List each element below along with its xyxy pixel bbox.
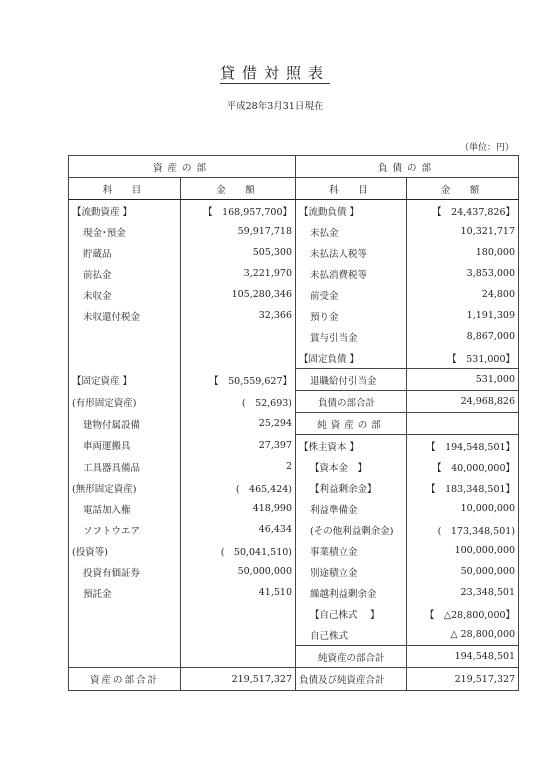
liability-amount: 100,000,000 (407, 540, 519, 561)
asset-amount: 41,510 (181, 582, 296, 603)
table-row (69, 435, 519, 457)
assets-amount-header: 金 額 (181, 178, 296, 200)
liability-amount: 1,191,309 (407, 305, 519, 326)
liability-item: 利益準備金 (296, 498, 407, 519)
asset-amount (181, 624, 296, 646)
asset-amount (181, 646, 296, 668)
asset-item: 現金･預金 (69, 221, 181, 242)
liabilities-amount-header: 金 額 (407, 178, 519, 200)
liability-item: 未払法人税等 (296, 242, 407, 263)
liability-amount: 24,800 (407, 284, 519, 305)
asset-amount: ( 50,041,510) (181, 540, 296, 561)
balance-sheet-table (68, 155, 519, 691)
asset-amount: 105,280,346 (181, 284, 296, 305)
asset-amount: ( 465,424) (181, 477, 296, 498)
asset-item: ソフトウエア (69, 519, 181, 540)
asset-item: 前払金 (69, 263, 181, 284)
table-row (69, 540, 519, 561)
liability-amount: 23,348,501 (407, 582, 519, 603)
asset-item: 電話加入権 (69, 498, 181, 519)
asset-amount: 32,366 (181, 305, 296, 326)
asset-amount (181, 326, 296, 347)
asset-item: (有形固定資産) (69, 391, 181, 413)
liability-amount: 【 24,437,826】 (407, 200, 519, 222)
liability-amount (407, 413, 519, 435)
asset-item (69, 646, 181, 668)
liabilities-section-header: 負債の部 (296, 156, 519, 178)
liability-amount: 3,853,000 (407, 263, 519, 284)
table-row (69, 624, 519, 646)
liability-amount: 531,000 (407, 369, 519, 391)
table-row (69, 603, 519, 624)
table-row (69, 391, 519, 413)
liabilities-item-header: 科 目 (296, 178, 407, 200)
liability-amount: 【 194,548,501】 (407, 435, 519, 457)
asset-amount: 27,397 (181, 435, 296, 457)
table-row (69, 456, 519, 477)
liability-item: 繰越利益剰余金 (296, 582, 407, 603)
asset-amount: 2 (181, 456, 296, 477)
total-row (69, 668, 519, 691)
table-row (69, 477, 519, 498)
assets-total-label: 資産の部合計 (69, 668, 181, 691)
assets-section-header: 資産の部 (69, 156, 296, 178)
liability-amount: 【 40,000,000】 (407, 456, 519, 477)
asset-amount: 59,917,718 (181, 221, 296, 242)
liability-item: 【株主資本 】 (296, 435, 407, 457)
asset-amount: 25,294 (181, 413, 296, 435)
liability-amount: ( 173,348,501) (407, 519, 519, 540)
asset-amount (181, 347, 296, 369)
liability-item: 【固定負債 】 (296, 347, 407, 369)
asset-item: 建物付属設備 (69, 413, 181, 435)
asset-amount: 3,221,970 (181, 263, 296, 284)
asset-amount: 505,300 (181, 242, 296, 263)
liability-item: (その他利益剰余金) (296, 519, 407, 540)
table-row (69, 326, 519, 347)
liability-amount: 10,000,000 (407, 498, 519, 519)
liability-amount: 24,968,826 (407, 391, 519, 413)
table-row (69, 498, 519, 519)
asset-item: (投資等) (69, 540, 181, 561)
asset-item: 投資有価証券 (69, 561, 181, 582)
liability-amount: 50,000,000 (407, 561, 519, 582)
liability-amount: 10,321,717 (407, 221, 519, 242)
asset-item (69, 603, 181, 624)
table-row (69, 413, 519, 435)
liability-amount: 【 △28,800,000】 (407, 603, 519, 624)
asset-item (69, 624, 181, 646)
liability-item: 負債の部合計 (296, 391, 407, 413)
liability-item: 退職給付引当金 (296, 369, 407, 391)
asset-item: 未収還付税金 (69, 305, 181, 326)
asset-amount: 【 168,957,700】 (181, 200, 296, 222)
asset-item: 【固定資産 】 (69, 369, 181, 391)
liability-item: 別途積立金 (296, 561, 407, 582)
asset-amount: 418,990 (181, 498, 296, 519)
liability-item: 【流動負債 】 (296, 200, 407, 222)
unit-label: （単位：円） (459, 143, 514, 153)
asset-item (69, 326, 181, 347)
asset-item: (無形固定資産) (69, 477, 181, 498)
table-row (69, 284, 519, 305)
table-row (69, 646, 519, 668)
asset-item: 未収金 (69, 284, 181, 305)
asset-amount (181, 603, 296, 624)
table-row (69, 561, 519, 582)
table-row (69, 369, 519, 391)
liability-item: 自己株式 (296, 624, 407, 646)
liability-amount: 8,867,000 (407, 326, 519, 347)
liabilities-total-value: 219,517,327 (407, 668, 519, 691)
as-of-date: 平成28年3月31日現在 (226, 101, 324, 112)
asset-item: 車両運搬具 (69, 435, 181, 457)
liability-item: 事業積立金 (296, 540, 407, 561)
asset-item: 貯蔵品 (69, 242, 181, 263)
asset-item: 【流動資産 】 (69, 200, 181, 222)
liability-amount: △ 28,800,000 (407, 624, 519, 646)
net-assets-section-header: 純資産の部 (296, 413, 407, 435)
assets-item-header: 科 目 (69, 178, 181, 200)
asset-amount: 46,434 (181, 519, 296, 540)
table-row (69, 519, 519, 540)
asset-item (69, 347, 181, 369)
table-row (69, 305, 519, 326)
table-row (69, 221, 519, 242)
liability-item: 前受金 (296, 284, 407, 305)
liability-item: 未払金 (296, 221, 407, 242)
document-title: 貸借対照表 (219, 64, 330, 82)
liability-item: 未払消費税等 (296, 263, 407, 284)
liability-item: 純資産の部合計 (296, 646, 407, 668)
liability-item: 【自己株式 】 (296, 603, 407, 624)
table-row (69, 582, 519, 603)
asset-item: 預託金 (69, 582, 181, 603)
table-row (69, 242, 519, 263)
asset-item: 工具器具備品 (69, 456, 181, 477)
table-row (69, 200, 519, 222)
liabilities-total-label: 負債及び純資産合計 (296, 668, 407, 691)
liability-item: 【資本金 】 (296, 456, 407, 477)
liability-item: 【利益剰余金】 (296, 477, 407, 498)
liability-item: 賞与引当金 (296, 326, 407, 347)
table-row (69, 263, 519, 284)
asset-amount: 【 50,559,627】 (181, 369, 296, 391)
asset-amount: ( 52,693) (181, 391, 296, 413)
table-row (69, 347, 519, 369)
asset-amount: 50,000,000 (181, 561, 296, 582)
liability-amount: 【 531,000】 (407, 347, 519, 369)
liability-amount: 194,548,501 (407, 646, 519, 668)
liability-amount: 180,000 (407, 242, 519, 263)
assets-total-value: 219,517,327 (181, 668, 296, 691)
liability-amount: 【 183,348,501】 (407, 477, 519, 498)
liability-item: 預り金 (296, 305, 407, 326)
